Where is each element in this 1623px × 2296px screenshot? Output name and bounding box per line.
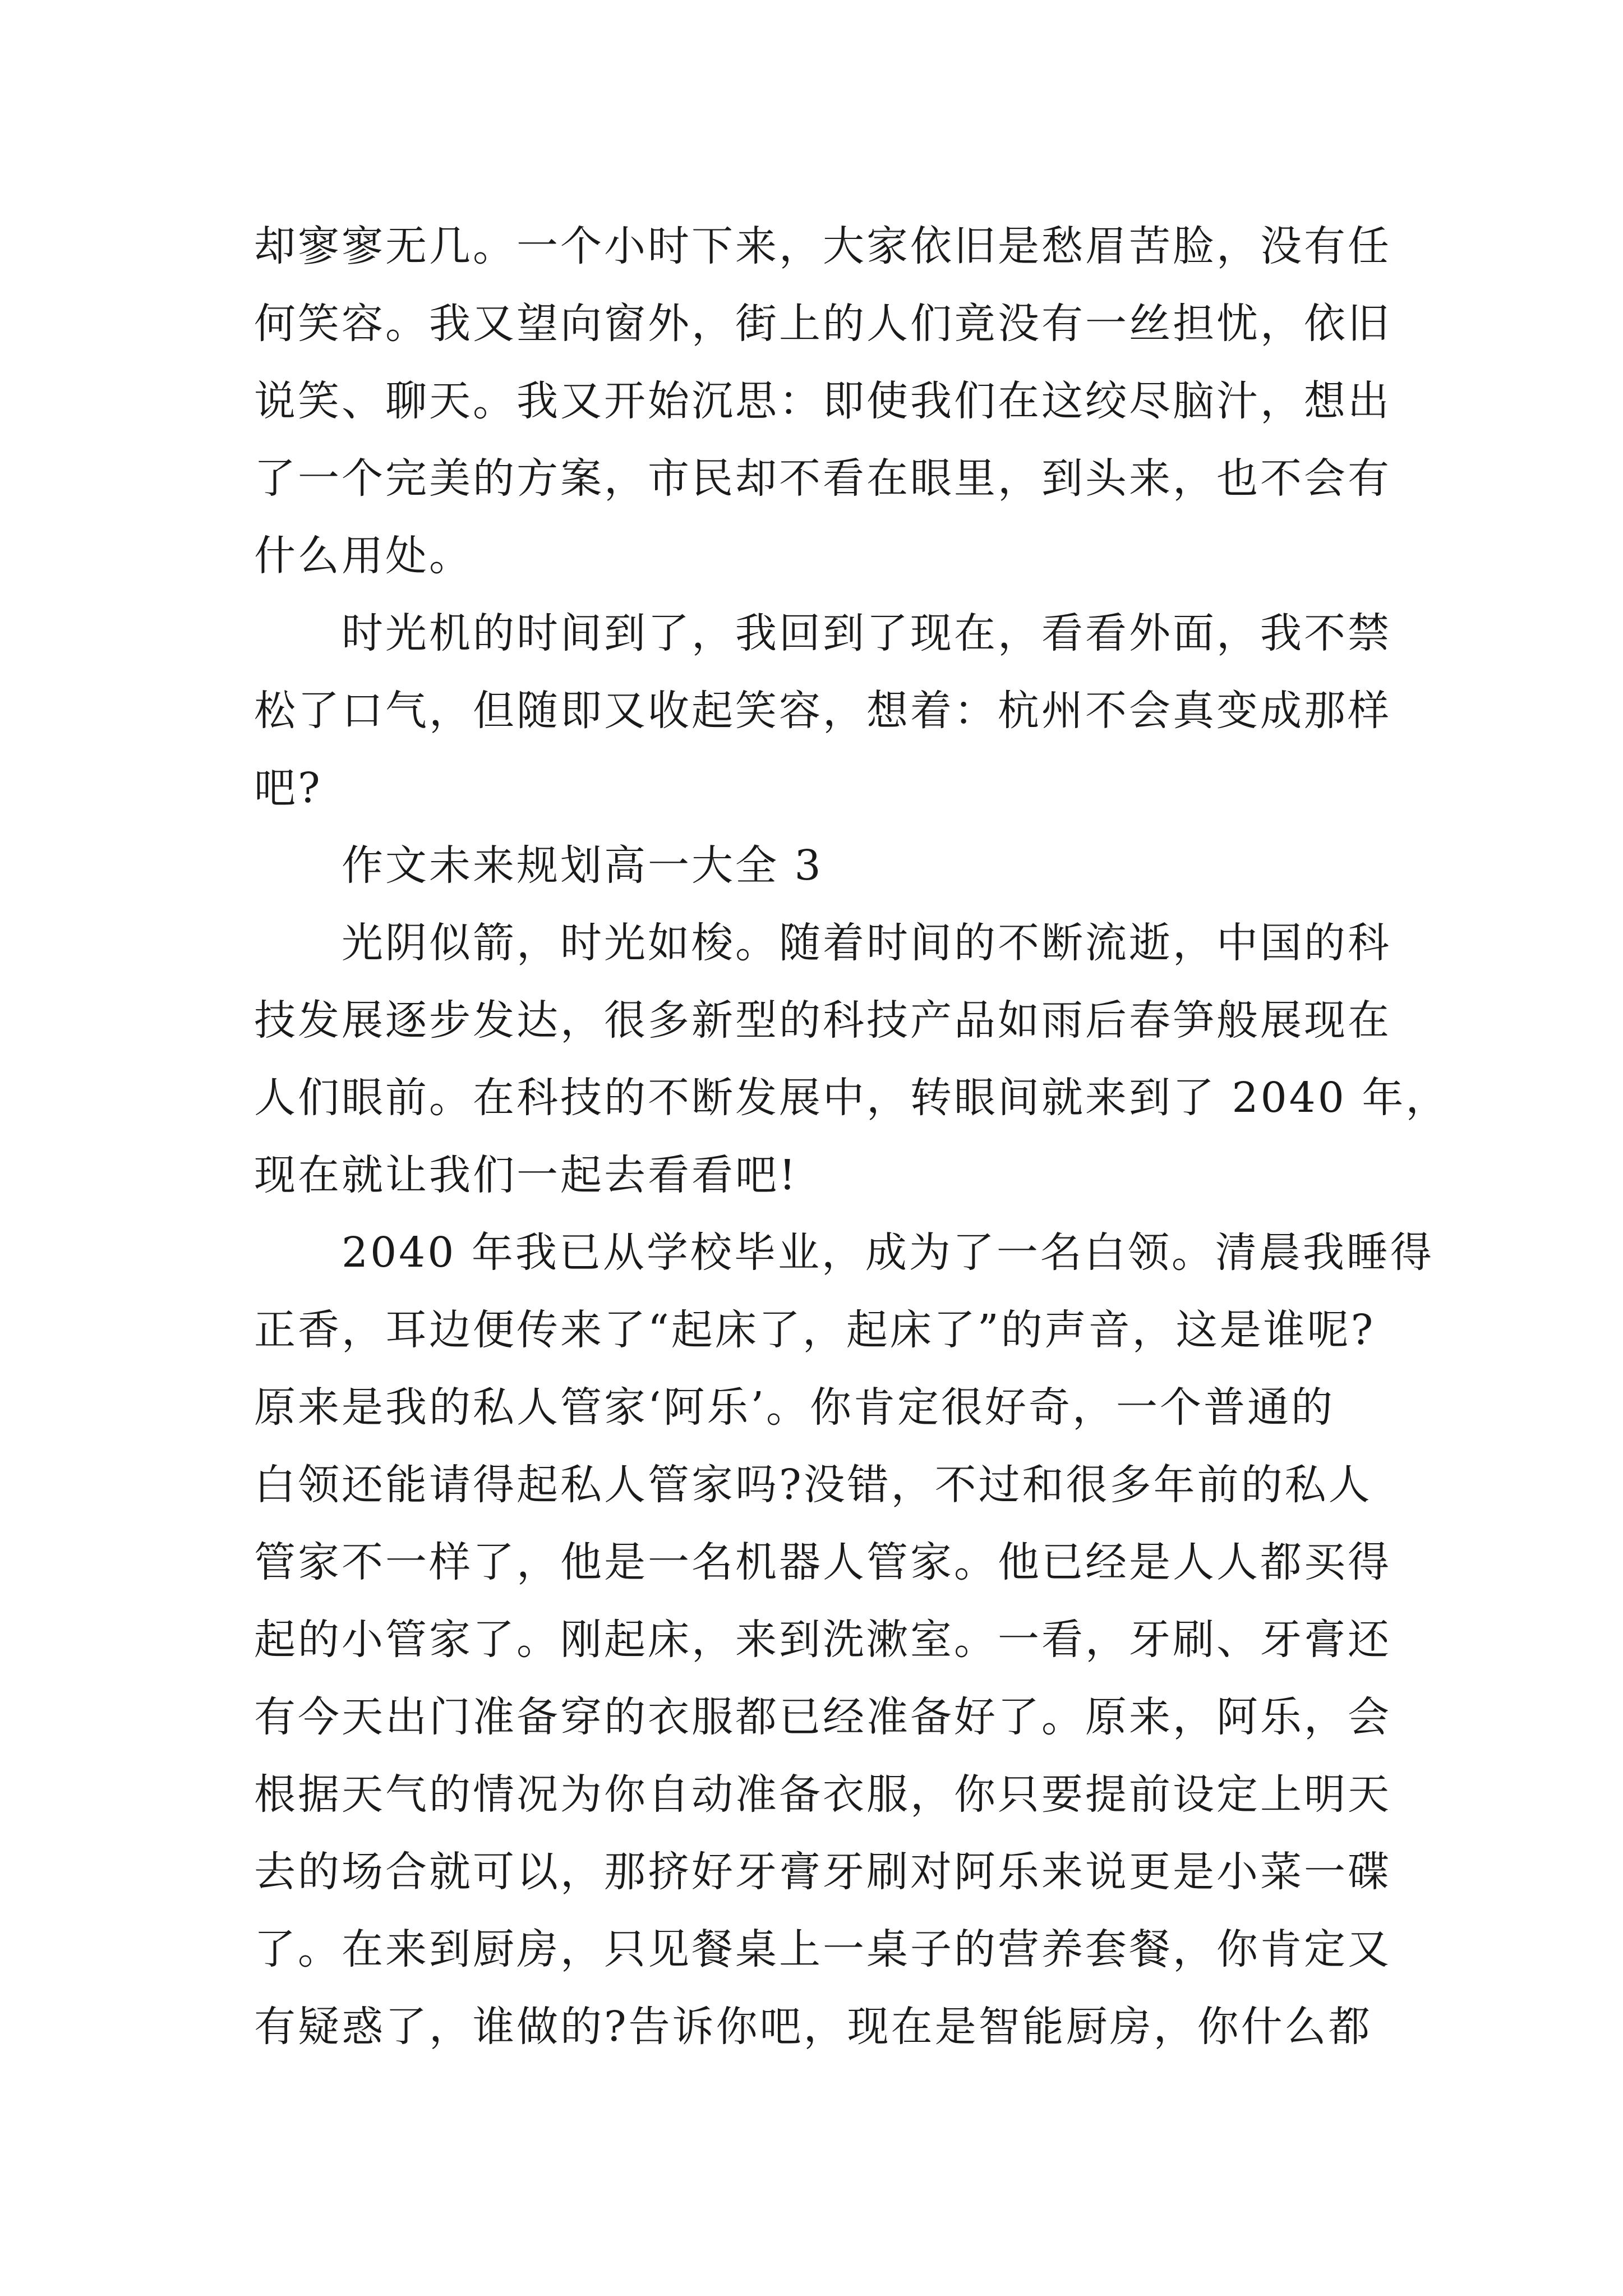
text-line: 人们眼前。在科技的不断发展中，转眼间就来到了 2040 年， bbox=[254, 1074, 1450, 1122]
section-heading: 作文未来规划高一大全 3 bbox=[254, 841, 823, 890]
text-line: 根据天气的情况为你自动准备衣服，你只要提前设定上明天 bbox=[254, 1770, 1391, 1819]
text-line: 了。在来到厨房，只见餐桌上一桌子的营养套餐，你肯定又 bbox=[254, 1925, 1391, 1973]
text-line: 有今天出门准备穿的衣服都已经准备好了。原来，阿乐，会 bbox=[254, 1693, 1391, 1741]
text-line: 吧? bbox=[254, 764, 322, 812]
text-line: 松了口气，但随即又收起笑容，想着：杭州不会真变成那样 bbox=[254, 687, 1391, 735]
document-body bbox=[254, 208, 1450, 2065]
text-line: 有疑惑了，谁做的?告诉你吧，现在是智能厨房，你什么都 bbox=[254, 2003, 1372, 2051]
text-line: 正香，耳边便传来了“起床了，起床了”的声音，这是谁呢? bbox=[254, 1306, 1376, 1354]
text-line: 白领还能请得起私人管家吗?没错，不过和很多年前的私人 bbox=[254, 1461, 1372, 1509]
text-line: 技发展逐步发达，很多新型的科技产品如雨后春笋般展现在 bbox=[254, 996, 1391, 1045]
text-line: 管家不一样了，他是一名机器人管家。他已经是人人都买得 bbox=[254, 1538, 1391, 1586]
paragraph-start-line: 2040 年我已从学校毕业，成为了一名白领。清晨我睡得 bbox=[254, 1228, 1434, 1277]
text-line: 现在就让我们一起去看看吧! bbox=[254, 1151, 798, 1199]
text-line: 却寥寥无几。一个小时下来，大家依旧是愁眉苦脸，没有任 bbox=[254, 222, 1391, 270]
paragraph-start-line: 时光机的时间到了，我回到了现在，看看外面，我不禁 bbox=[254, 609, 1391, 657]
paragraph-start-line: 光阴似箭，时光如梭。随着时间的不断流逝，中国的科 bbox=[254, 919, 1391, 967]
text-line: 什么用处。 bbox=[254, 532, 473, 580]
text-line: 了一个完美的方案，市民却不看在眼里，到头来，也不会有 bbox=[254, 454, 1391, 503]
text-line: 起的小管家了。刚起床，来到洗漱室。一看，牙刷、牙膏还 bbox=[254, 1616, 1391, 1664]
text-line: 何笑容。我又望向窗外，街上的人们竟没有一丝担忧，依旧 bbox=[254, 300, 1391, 348]
text-line: 原来是我的私人管家‘阿乐’。你肯定很好奇，一个普通的 bbox=[254, 1383, 1335, 1432]
text-line: 去的场合就可以，那挤好牙膏牙刷对阿乐来说更是小菜一碟 bbox=[254, 1848, 1391, 1896]
text-line: 说笑、聊天。我又开始沉思：即使我们在这绞尽脑汁，想出 bbox=[254, 377, 1391, 425]
